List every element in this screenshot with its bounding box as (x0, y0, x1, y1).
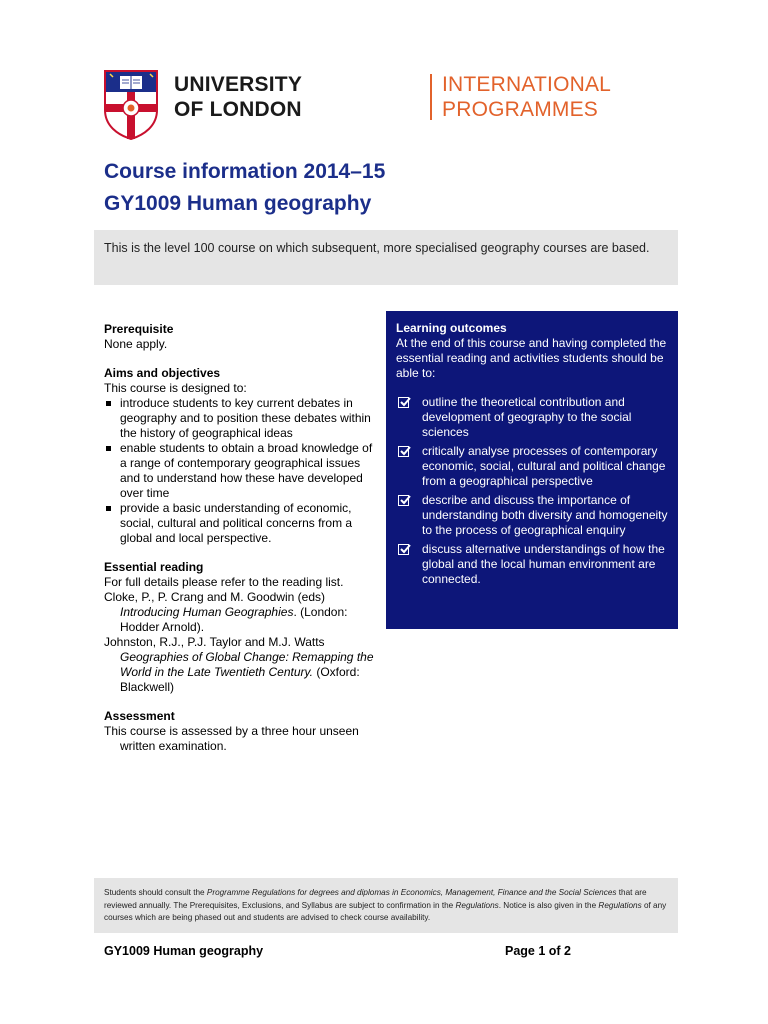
bullet-icon (106, 446, 111, 451)
university-crest-icon (104, 70, 158, 140)
list-item (104, 396, 379, 441)
programme-line-2: PROGRAMMES (442, 98, 599, 121)
page-title (104, 156, 385, 220)
learning-outcomes-lead: At the end of this course and having completed the essential reading and activities students should be able to: (396, 336, 667, 380)
notice-part: of any courses which are being phased out and students are advised to check course availability. (104, 900, 667, 922)
reference-title: Introducing Human Geographies (120, 605, 294, 619)
programme-name (442, 72, 611, 122)
aims-lead: This course is designed to: (104, 381, 247, 395)
reading-reference (104, 635, 379, 695)
aim-text: provide a basic understanding of economic, social, cultural and political concerns from a global and local perspective. (120, 501, 353, 545)
university-name (174, 72, 302, 122)
checkbox-checked-icon (398, 495, 409, 506)
programme-line-1: INTERNATIONAL (442, 73, 612, 96)
intro-text: This is the level 100 course on which subsequent, more specialised geography courses are based. (104, 241, 650, 255)
notice-italic: Regulations (455, 900, 499, 910)
regulations-notice-box (94, 878, 678, 933)
reading-heading: Essential reading (104, 560, 204, 574)
list-item (396, 542, 676, 587)
aims-heading: Aims and objectives (104, 366, 221, 380)
header-divider (430, 74, 432, 120)
learning-outcomes-box (386, 311, 678, 629)
university-line-1: UNIVERSITY (174, 73, 303, 96)
reference-publisher: . (London: Hodder Arnold). (120, 605, 348, 634)
title-line-1: Course information 2014–15 (104, 160, 386, 183)
footer-page-number: Page 1 of 2 (505, 944, 571, 958)
title-line-2: GY1009 Human geography (104, 192, 372, 215)
list-item (104, 441, 379, 501)
reference-authors: Johnston, R.J., P.J. Taylor and M.J. Watts (104, 635, 325, 649)
reading-lead: For full details please refer to the reading list. (104, 575, 344, 589)
notice-part: Students should consult the (104, 888, 207, 897)
bullet-icon (106, 506, 111, 511)
outcome-text: critically analyse processes of contemporary economic, social, cultural and political change from a geographical perspective (422, 444, 666, 488)
intro-box (94, 230, 678, 285)
footer-course-name: GY1009 Human geography (104, 944, 264, 958)
notice-italic: Regulations (598, 900, 642, 910)
aim-text: introduce students to key current debates in geography and to position these debates within the history of geographical ideas (120, 396, 371, 440)
reference-authors: Cloke, P., P. Crang and M. Goodwin (eds) (104, 590, 326, 604)
prerequisite-text: None apply. (104, 337, 168, 351)
notice-part: that are reviewed annually. The Prerequisites, Exclusions, and Syllabus are subject to confirmation in the (104, 888, 647, 910)
checkbox-checked-icon (398, 397, 409, 408)
aims-list (104, 396, 379, 546)
course-details (104, 322, 379, 754)
reading-reference (104, 590, 379, 635)
reference-publisher: (Oxford: Blackwell) (120, 665, 360, 694)
checkbox-checked-icon (398, 446, 409, 457)
regulations-notice (104, 887, 670, 925)
outcome-text: outline the theoretical contribution and development of geography to the social sciences (422, 395, 632, 439)
bullet-icon (106, 401, 111, 406)
notice-italic: Programme Regulations for degrees and diplomas in Economics, Management, Finance and the Social Sciences (206, 888, 617, 897)
learning-outcomes-heading: Learning outcomes (396, 321, 507, 335)
university-line-2: OF LONDON (174, 98, 302, 121)
list-item (396, 395, 676, 440)
outcome-text: describe and discuss the importance of understanding both diversity and homogeneity to the process of geographical enquiry (422, 493, 668, 537)
reference-title: Geographies of Global Change: Remapping the World in the Late Twentieth Century. (120, 650, 374, 679)
assessment-heading: Assessment (104, 709, 175, 723)
learning-outcomes-list (396, 395, 676, 591)
list-item (396, 493, 676, 538)
list-item (104, 501, 379, 546)
aim-text: enable students to obtain a broad knowledge of a range of contemporary geographical issues and to understand how these have developed over time (120, 441, 373, 500)
notice-part: . Notice is also given in the (498, 900, 599, 910)
assessment-text: This course is assessed by a three hour unseen written examination. (104, 724, 359, 753)
prerequisite-heading: Prerequisite (104, 322, 174, 336)
list-item (396, 444, 676, 489)
learning-outcomes-header (396, 321, 671, 381)
header (104, 70, 664, 140)
outcome-text: discuss alternative understandings of how the global and the local human environment are connected. (422, 542, 665, 586)
checkbox-checked-icon (398, 544, 409, 555)
